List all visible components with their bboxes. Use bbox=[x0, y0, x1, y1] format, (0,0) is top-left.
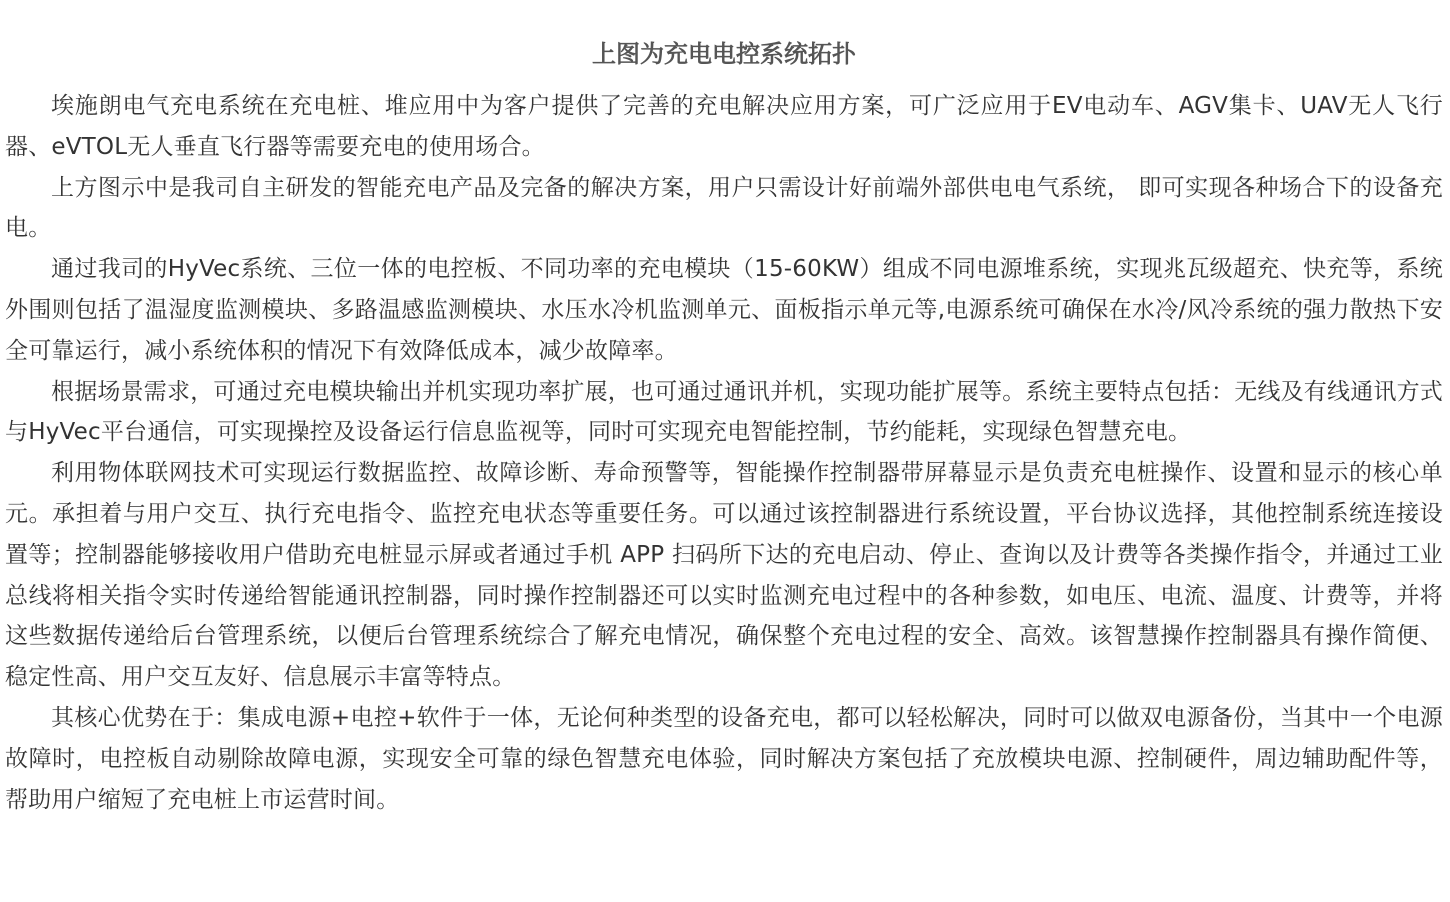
paragraph-iot-controller: 利用物体联网技术可实现运行数据监控、故障诊断、寿命预警等，智能操作控制器带屏幕显示是负责充电桩操作、设置和显示的核心单元。承担着与用户交互、执行充电指令、监控充电状态等重要任务。可以通过该控制器进行系统设置，平台协议选择，其他控制系统连接设置等；控制器能够接收用户借助充电桩显示屏或者通过手机 APP 扫码所下达的充电启动、停止、查询以及计费等各类操作指令，并通过工业总线将相关指令实时传递给智能通讯控制器，同时操作控制器还可以实时监测充电过程中的各种参数，如电压、电流、温度、计费等，并将这些数据传递给后台管理系统，以便后台管理系统综合了解充电情况，确保整个充电过程的安全、高效。该智慧操作控制器具有操作简便、稳定性高、用户交互友好、信息展示丰富等特点。 bbox=[5, 460, 1443, 691]
paragraph-hyvec-system: 通过我司的HyVec系统、三位一体的电控板、不同功率的充电模块（15-60KW）组成不同电源堆系统，实现兆瓦级超充、快充等，系统外围则包括了温湿度监测模块、多路温感监测模块、水压水冷机监测单元、面板指示单元等,电源系统可确保在水冷/风冷系统的强力散热下安全可靠运行，减小系统体积的情况下有效降低成本，减少故障率。 bbox=[5, 256, 1443, 364]
figure-caption: 上图为充电电控系统拓扑 bbox=[592, 40, 856, 68]
paragraph-products: 上方图示中是我司自主研发的智能充电产品及完备的解决方案，用户只需设计好前端外部供电电气系统， 即可实现各种场合下的设备充电。 bbox=[5, 174, 1443, 242]
article-body bbox=[5, 34, 1443, 820]
paragraph-intro: 埃施朗电气充电系统在充电桩、堆应用中为客户提供了完善的充电解决应用方案，可广泛应用于EV电动车、AGV集卡、UAV无人飞行器、eVTOL无人垂直飞行器等需要充电的使用场合。 bbox=[5, 93, 1443, 160]
paragraph-core-advantages: 其核心优势在于：集成电源+电控+软件于一体，无论何种类型的设备充电，都可以轻松解决，同时可以做双电源备份，当其中一个电源故障时，电控板自动剔除故障电源，实现安全可靠的绿色智慧充电体验，同时解决方案包括了充放模块电源、控制硬件，周边辅助配件等，帮助用户缩短了充电桩上市运营时间。 bbox=[5, 704, 1443, 813]
paragraph-scenario-features: 根据场景需求，可通过充电模块输出并机实现功率扩展，也可通过通讯并机，实现功能扩展等。系统主要特点包括：无线及有线通讯方式与HyVec平台通信，可实现操控及设备运行信息监视等，同时可实现充电智能控制，节约能耗，实现绿色智慧充电。 bbox=[5, 378, 1443, 446]
